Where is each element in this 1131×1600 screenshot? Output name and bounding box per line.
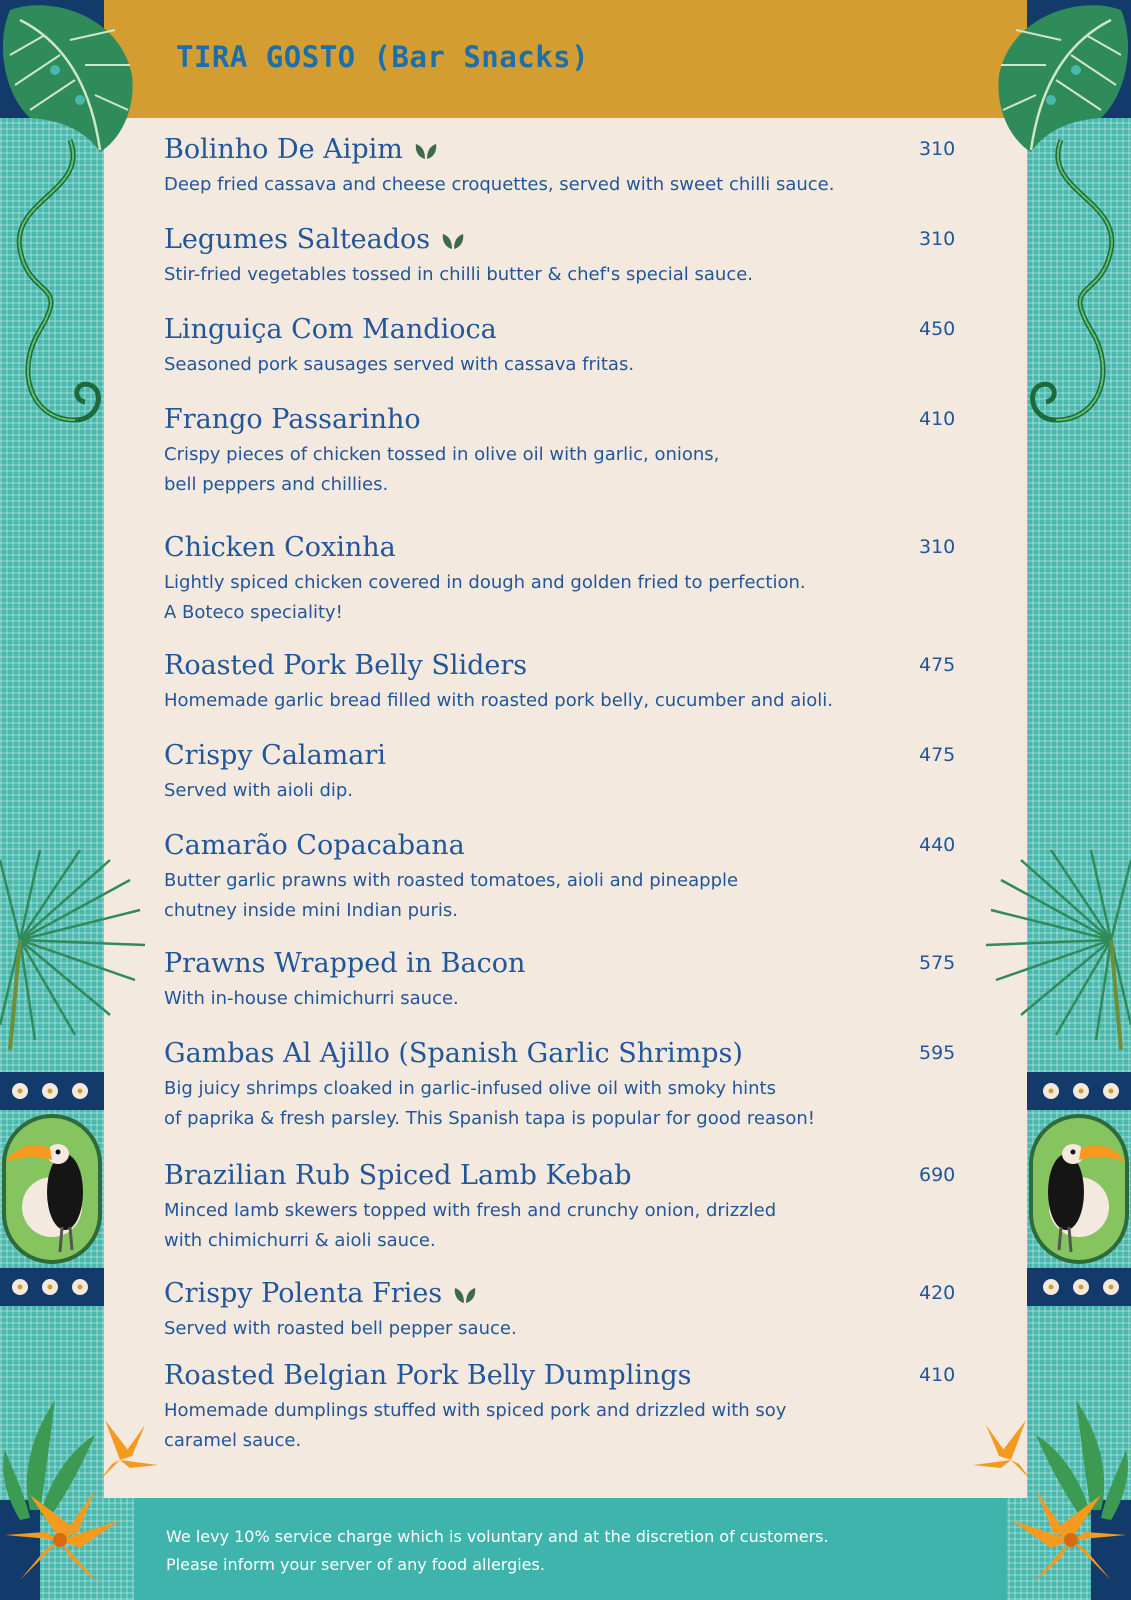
- item-description: Served with aioli dip.: [164, 780, 354, 801]
- toucan-icon: [1027, 1112, 1131, 1266]
- item-description: Deep fried cassava and cheese croquettes, served with sweet chilli sauce.: [164, 174, 835, 195]
- item-price: 690: [919, 1164, 956, 1186]
- item-name: Crispy Calamari: [164, 740, 386, 771]
- item-description: Seasoned pork sausages served with cassava fritas.: [164, 354, 635, 375]
- vine-icon: [1021, 130, 1131, 440]
- palm-frond-icon: [0, 850, 150, 1050]
- toucan-icon: [0, 1112, 104, 1266]
- item-name: Frango Passarinho: [164, 404, 421, 435]
- leaf-icon: [440, 231, 466, 251]
- allergy-note: Please inform your server of any food allergies.: [166, 1555, 545, 1574]
- lily-icon: [971, 1400, 1131, 1600]
- flower-icon: [0, 1268, 104, 1306]
- item-name: Crispy Polenta Fries: [164, 1278, 443, 1309]
- service-charge-note: We levy 10% service charge which is voluntary and at the discretion of customers.: [166, 1527, 829, 1546]
- item-name: Roasted Pork Belly Sliders: [164, 650, 528, 681]
- page-title: TIRA GOSTO (Bar Snacks): [176, 40, 590, 74]
- item-price: 450: [919, 318, 956, 340]
- item-name: Chicken Coxinha: [164, 532, 396, 563]
- item-price: 410: [919, 1364, 956, 1386]
- item-price: 420: [919, 1282, 956, 1304]
- palm-frond-icon: [981, 850, 1131, 1050]
- footer-notice: [134, 1498, 1007, 1600]
- leaf-icon: [413, 141, 439, 161]
- item-name: Prawns Wrapped in Bacon: [164, 948, 526, 979]
- item-description: Homemade dumplings stuffed with spiced pork and drizzled with soy caramel sauce.: [164, 1400, 787, 1451]
- item-name: Bolinho De Aipim: [164, 134, 403, 165]
- item-price: 310: [919, 228, 956, 250]
- item-description: Homemade garlic bread filled with roasted pork belly, cucumber and aioli.: [164, 690, 833, 711]
- item-description: Butter garlic prawns with roasted tomatoes, aioli and pineapple chutney inside mini Indian puris.: [164, 870, 739, 921]
- item-price: 575: [919, 952, 956, 974]
- item-description: Crispy pieces of chicken tossed in olive oil with garlic, onions, bell peppers and chillies.: [164, 444, 720, 495]
- item-name: Linguiça Com Mandioca: [164, 314, 497, 345]
- item-description: With in-house chimichurri sauce.: [164, 988, 459, 1009]
- item-price: 310: [919, 138, 956, 160]
- item-description: Served with roasted bell pepper sauce.: [164, 1318, 517, 1339]
- menu-panel: [104, 118, 1027, 1498]
- flower-icon: [0, 1072, 104, 1110]
- item-name: Roasted Belgian Pork Belly Dumplings: [164, 1360, 692, 1391]
- item-name: Camarão Copacabana: [164, 830, 465, 861]
- item-price: 440: [919, 834, 956, 856]
- flower-icon: [1027, 1268, 1131, 1306]
- item-description: Big juicy shrimps cloaked in garlic-infused olive oil with smoky hints of paprika & fresh parsley. This Spanish tapa is popular for good reason!: [164, 1078, 816, 1129]
- item-price: 310: [919, 536, 956, 558]
- item-price: 475: [919, 654, 956, 676]
- item-name: Legumes Salteados: [164, 224, 431, 255]
- item-description: Minced lamb skewers topped with fresh and crunchy onion, drizzled with chimichurri & aioli sauce.: [164, 1200, 777, 1251]
- header-band: [104, 0, 1027, 118]
- lily-icon: [0, 1400, 160, 1600]
- item-name: Brazilian Rub Spiced Lamb Kebab: [164, 1160, 632, 1191]
- item-price: 595: [919, 1042, 956, 1064]
- leaf-icon: [452, 1285, 478, 1305]
- item-name: Gambas Al Ajillo (Spanish Garlic Shrimps): [164, 1038, 743, 1069]
- item-price: 475: [919, 744, 956, 766]
- item-description: Stir-fried vegetables tossed in chilli butter & chef's special sauce.: [164, 264, 754, 285]
- vine-icon: [0, 130, 110, 440]
- item-description: Lightly spiced chicken covered in dough and golden fried to perfection. A Boteco speciality!: [164, 572, 806, 623]
- flower-icon: [1027, 1072, 1131, 1110]
- item-price: 410: [919, 408, 956, 430]
